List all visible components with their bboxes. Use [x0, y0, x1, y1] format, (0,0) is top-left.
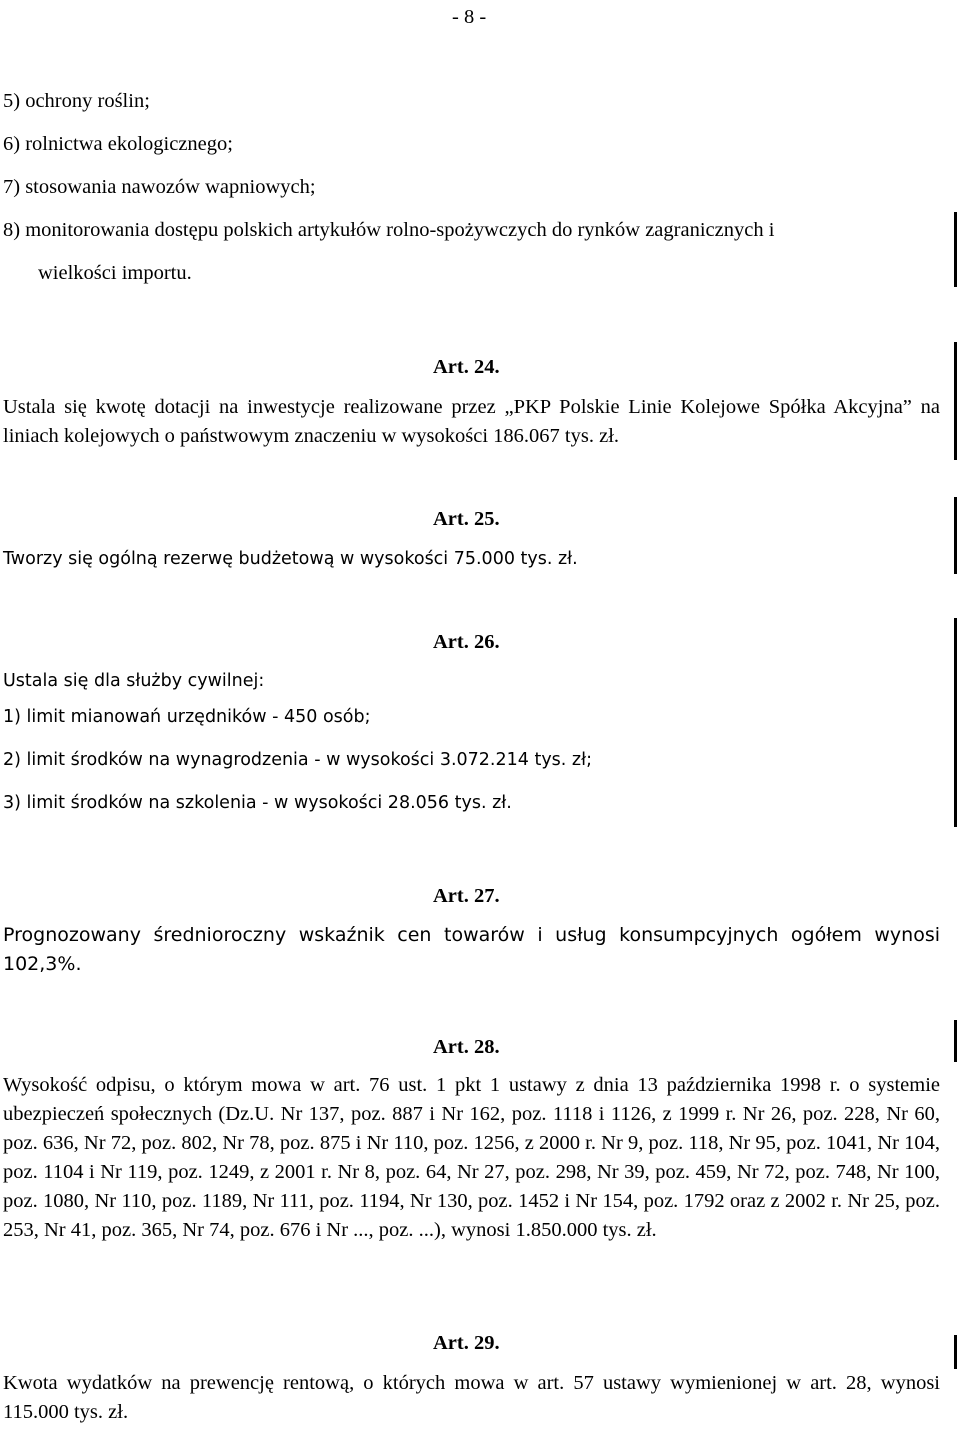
revision-bar — [954, 342, 957, 460]
list-item: 5) ochrony roślin; — [3, 90, 150, 112]
revision-bar — [954, 212, 957, 287]
art26-item: 3) limit środków na szkolenia - w wysokości 28.056 tys. zł. — [3, 793, 512, 813]
revision-bar — [954, 618, 957, 827]
art29-heading: Art. 29. — [433, 1332, 500, 1354]
list-item: 7) stosowania nawozów wapniowych; — [3, 176, 316, 198]
art28-text: Wysokość odpisu, o którym mowa w art. 76 ust. 1 pkt 1 ustawy z dnia 13 października 1998 r. o systemie ubezpieczeń społecznych (Dz.U. Nr 137, poz. 887 i Nr 162, poz. 1118 i 1126, z 1999 r. Nr 26, poz. 228, Nr 60, poz. 636, Nr 72, poz. 802, Nr 78, poz. 875 i Nr 110, poz. 1256, z 2000 r. Nr 9, poz. 118, Nr 95, poz. 1041, Nr 104, poz. 1104 i Nr 119, poz. 1249, z 2001 r. Nr 8, poz. 64, Nr 27, poz. 298, Nr 39, poz. 459, Nr 72, poz. 748, Nr 100, poz. 1080, Nr 110, poz. 1189, Nr 111, poz. 1194, Nr 130, poz. 1452 i Nr 154, poz. 1792 oraz z 2002 r. Nr 25, poz. 253, Nr 41, poz. 365, Nr 74, poz. 676 i Nr ..., poz. ...), wynosi 1.850.000 tys. zł. — [3, 1074, 940, 1241]
art27-text: Prognozowany średnioroczny wskaźnik cen towarów i usług konsumpcyjnych ogółem wynosi 102,3%. — [3, 924, 940, 975]
art26-intro: Ustala się dla służby cywilnej: — [3, 671, 265, 691]
revision-bar — [954, 1020, 957, 1062]
list-item: 8) monitorowania dostępu polskich artykułów rolno-spożywczych do rynków zagranicznych i — [3, 219, 775, 241]
art26-item: 2) limit środków na wynagrodzenia - w wysokości 3.072.214 tys. zł; — [3, 750, 592, 770]
revision-bar — [954, 497, 957, 574]
list-item: 6) rolnictwa ekologicznego; — [3, 133, 233, 155]
art27-heading: Art. 27. — [433, 885, 500, 907]
art25-text: Tworzy się ogólną rezerwę budżetową w wysokości 75.000 tys. zł. — [3, 549, 578, 569]
art25-heading: Art. 25. — [433, 508, 500, 530]
page-number: - 8 - — [452, 6, 487, 28]
art29-text: Kwota wydatków na prewencję rentową, o których mowa w art. 57 ustawy wymienionej w art. 28, wynosi 115.000 tys. zł. — [3, 1372, 940, 1423]
list-item-continuation: wielkości importu. — [38, 262, 192, 284]
revision-bar — [954, 1335, 957, 1369]
art28-heading: Art. 28. — [433, 1036, 500, 1058]
art24-heading: Art. 24. — [433, 356, 500, 378]
art26-item: 1) limit mianowań urzędników - 450 osób; — [3, 707, 371, 727]
art26-heading: Art. 26. — [433, 631, 500, 653]
art24-text: Ustala się kwotę dotacji na inwestycje realizowane przez „PKP Polskie Linie Kolejowe Spółka Akcyjna” na liniach kolejowych o państwowym znaczeniu w wysokości 186.067 tys. zł. — [3, 396, 940, 447]
